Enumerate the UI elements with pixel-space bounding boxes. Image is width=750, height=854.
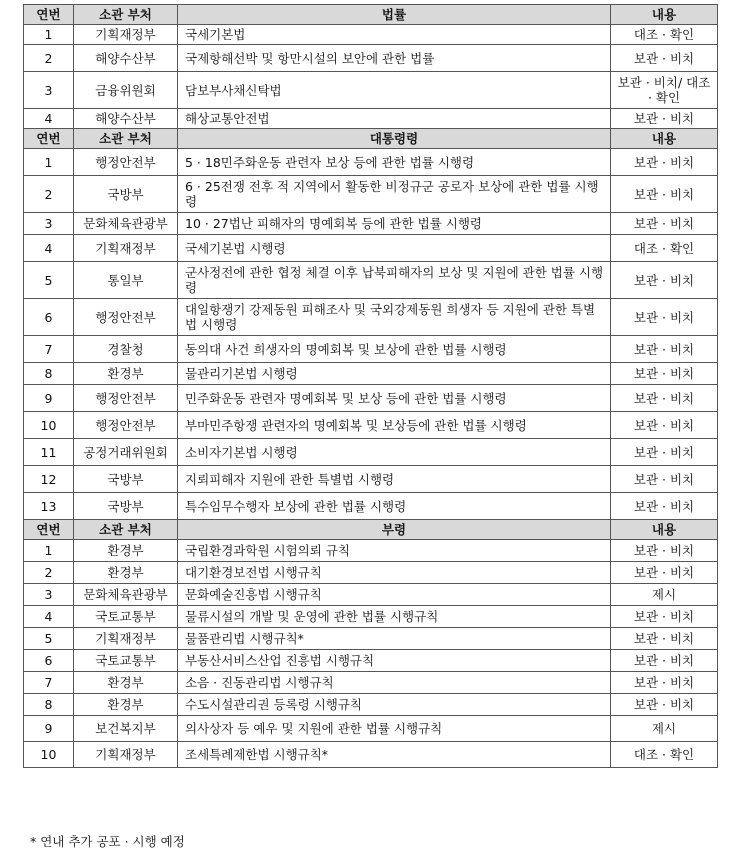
row-department: 기획재정부	[74, 742, 178, 768]
table-row	[24, 466, 718, 493]
row-title: 소음 · 진동관리법 시행규칙	[178, 672, 611, 694]
row-number: 2	[24, 45, 74, 72]
row-number: 7	[24, 336, 74, 363]
row-number: 6	[24, 299, 74, 336]
header-no: 연번	[24, 129, 74, 149]
header-no: 연번	[24, 5, 74, 25]
row-content: 제시	[611, 716, 718, 742]
row-department: 보건복지부	[74, 716, 178, 742]
table-row	[24, 176, 718, 213]
law-table-body	[24, 5, 718, 768]
row-title: 5 · 18민주화운동 관련자 보상 등에 관한 법률 시행령	[178, 149, 611, 176]
row-title: 국세기본법 시행령	[178, 235, 611, 262]
table-row	[24, 562, 718, 584]
law-table	[23, 4, 718, 768]
row-content: 보관 · 비치	[611, 213, 718, 235]
row-content: 보관 · 비치	[611, 336, 718, 363]
row-department: 국방부	[74, 466, 178, 493]
row-number: 8	[24, 694, 74, 716]
row-department: 국방부	[74, 176, 178, 213]
row-number: 8	[24, 363, 74, 385]
table-row	[24, 584, 718, 606]
table-row	[24, 385, 718, 412]
table-row	[24, 336, 718, 363]
row-department: 문화체육관광부	[74, 584, 178, 606]
row-department: 공정거래위원회	[74, 439, 178, 466]
row-number: 6	[24, 650, 74, 672]
header-no: 연번	[24, 520, 74, 540]
section-header-row	[24, 129, 718, 149]
row-number: 12	[24, 466, 74, 493]
row-title: 특수임무수행자 보상에 관한 법률 시행령	[178, 493, 611, 520]
row-content: 보관 · 비치	[611, 694, 718, 716]
row-department: 해양수산부	[74, 45, 178, 72]
row-number: 10	[24, 412, 74, 439]
row-number: 1	[24, 540, 74, 562]
row-content: 보관 · 비치	[611, 109, 718, 129]
row-department: 환경부	[74, 694, 178, 716]
row-department: 금융위원회	[74, 72, 178, 109]
row-department: 행정안전부	[74, 385, 178, 412]
row-title: 조세특례제한법 시행규칙*	[178, 742, 611, 768]
table-row	[24, 439, 718, 466]
row-content: 대조 · 확인	[611, 235, 718, 262]
table-row	[24, 628, 718, 650]
row-number: 1	[24, 149, 74, 176]
table-row	[24, 412, 718, 439]
row-department: 문화체육관광부	[74, 213, 178, 235]
header-title: 부령	[178, 520, 611, 540]
row-department: 기획재정부	[74, 25, 178, 45]
row-content: 보관 · 비치	[611, 363, 718, 385]
table-row	[24, 606, 718, 628]
row-content: 제시	[611, 584, 718, 606]
row-content: 보관 · 비치	[611, 493, 718, 520]
row-number: 1	[24, 25, 74, 45]
row-title: 국제항해선박 및 항만시설의 보안에 관한 법률	[178, 45, 611, 72]
row-department: 행정안전부	[74, 149, 178, 176]
row-number: 9	[24, 385, 74, 412]
row-department: 행정안전부	[74, 299, 178, 336]
row-department: 환경부	[74, 540, 178, 562]
table-row	[24, 149, 718, 176]
row-title: 6 · 25전쟁 전후 적 지역에서 활동한 비정규군 공로자 보상에 관한 법률 시행령	[178, 176, 611, 213]
row-number: 7	[24, 672, 74, 694]
row-title: 대일항쟁기 강제동원 피해조사 및 국외강제동원 희생자 등 지원에 관한 특별법 시행령	[178, 299, 611, 336]
row-department: 해양수산부	[74, 109, 178, 129]
row-content: 보관 · 비치	[611, 299, 718, 336]
row-department: 통일부	[74, 262, 178, 299]
row-department: 환경부	[74, 562, 178, 584]
row-content: 대조 · 확인	[611, 742, 718, 768]
row-title: 10 · 27법난 피해자의 명예회복 등에 관한 법률 시행령	[178, 213, 611, 235]
row-content: 보관 · 비치	[611, 466, 718, 493]
row-content: 보관 · 비치	[611, 672, 718, 694]
header-title: 대통령령	[178, 129, 611, 149]
row-department: 경찰청	[74, 336, 178, 363]
row-title: 국세기본법	[178, 25, 611, 45]
row-content: 보관 · 비치	[611, 650, 718, 672]
row-number: 4	[24, 606, 74, 628]
row-title: 문화예술진흥법 시행규칙	[178, 584, 611, 606]
row-content: 보관 · 비치	[611, 45, 718, 72]
row-number: 2	[24, 562, 74, 584]
row-title: 지뢰피해자 지원에 관한 특별법 시행령	[178, 466, 611, 493]
row-number: 10	[24, 742, 74, 768]
row-title: 해상교통안전법	[178, 109, 611, 129]
table-row	[24, 694, 718, 716]
header-dept: 소관 부처	[74, 5, 178, 25]
row-department: 국방부	[74, 493, 178, 520]
row-content: 보관 · 비치	[611, 262, 718, 299]
law-list-document	[23, 4, 717, 768]
row-department: 국토교통부	[74, 650, 178, 672]
row-content: 보관 · 비치	[611, 176, 718, 213]
table-row	[24, 493, 718, 520]
row-department: 기획재정부	[74, 235, 178, 262]
row-title: 부마민주항쟁 관련자의 명예회복 및 보상등에 관한 법률 시행령	[178, 412, 611, 439]
row-title: 물류시설의 개발 및 운영에 관한 법률 시행규칙	[178, 606, 611, 628]
row-title: 담보부사채신탁법	[178, 72, 611, 109]
table-row	[24, 72, 718, 109]
row-title: 물품관리법 시행규칙*	[178, 628, 611, 650]
row-number: 4	[24, 109, 74, 129]
table-row	[24, 650, 718, 672]
row-content: 보관 · 비치	[611, 412, 718, 439]
row-number: 4	[24, 235, 74, 262]
row-title: 동의대 사건 희생자의 명예회복 및 보상에 관한 법률 시행령	[178, 336, 611, 363]
row-department: 환경부	[74, 672, 178, 694]
table-row	[24, 540, 718, 562]
row-content: 보관 · 비치	[611, 562, 718, 584]
row-title: 의사상자 등 예우 및 지원에 관한 법률 시행규칙	[178, 716, 611, 742]
header-dept: 소관 부처	[74, 520, 178, 540]
row-number: 2	[24, 176, 74, 213]
row-number: 5	[24, 628, 74, 650]
row-content: 보관 · 비치/ 대조 · 확인	[611, 72, 718, 109]
footnote: * 연내 추가 공포 · 시행 예정	[30, 834, 185, 849]
row-title: 민주화운동 관련자 명예회복 및 보상 등에 관한 법률 시행령	[178, 385, 611, 412]
row-content: 대조 · 확인	[611, 25, 718, 45]
header-content: 내용	[611, 5, 718, 25]
row-title: 수도시설관리권 등록령 시행규칙	[178, 694, 611, 716]
row-number: 3	[24, 72, 74, 109]
table-row	[24, 716, 718, 742]
table-row	[24, 742, 718, 768]
row-title: 소비자기본법 시행령	[178, 439, 611, 466]
row-content: 보관 · 비치	[611, 149, 718, 176]
row-number: 3	[24, 213, 74, 235]
row-number: 11	[24, 439, 74, 466]
row-title: 부동산서비스산업 진흥법 시행규칙	[178, 650, 611, 672]
table-row	[24, 213, 718, 235]
row-content: 보관 · 비치	[611, 628, 718, 650]
table-row	[24, 25, 718, 45]
row-title: 군사정전에 관한 협정 체결 이후 납북피해자의 보상 및 지원에 관한 법률 시행령	[178, 262, 611, 299]
row-content: 보관 · 비치	[611, 385, 718, 412]
table-row	[24, 672, 718, 694]
section-header-row	[24, 520, 718, 540]
section-header-row	[24, 5, 718, 25]
header-title: 법률	[178, 5, 611, 25]
header-dept: 소관 부처	[74, 129, 178, 149]
row-content: 보관 · 비치	[611, 439, 718, 466]
header-content: 내용	[611, 520, 718, 540]
row-department: 환경부	[74, 363, 178, 385]
row-title: 대기환경보전법 시행규칙	[178, 562, 611, 584]
row-title: 국립환경과학원 시험의뢰 규칙	[178, 540, 611, 562]
row-department: 행정안전부	[74, 412, 178, 439]
row-department: 국토교통부	[74, 606, 178, 628]
table-row	[24, 262, 718, 299]
table-row	[24, 235, 718, 262]
row-number: 5	[24, 262, 74, 299]
table-row	[24, 363, 718, 385]
row-content: 보관 · 비치	[611, 540, 718, 562]
row-number: 13	[24, 493, 74, 520]
row-number: 3	[24, 584, 74, 606]
row-number: 9	[24, 716, 74, 742]
table-row	[24, 299, 718, 336]
row-content: 보관 · 비치	[611, 606, 718, 628]
row-department: 기획재정부	[74, 628, 178, 650]
header-content: 내용	[611, 129, 718, 149]
row-title: 물관리기본법 시행령	[178, 363, 611, 385]
table-row	[24, 45, 718, 72]
table-row	[24, 109, 718, 129]
